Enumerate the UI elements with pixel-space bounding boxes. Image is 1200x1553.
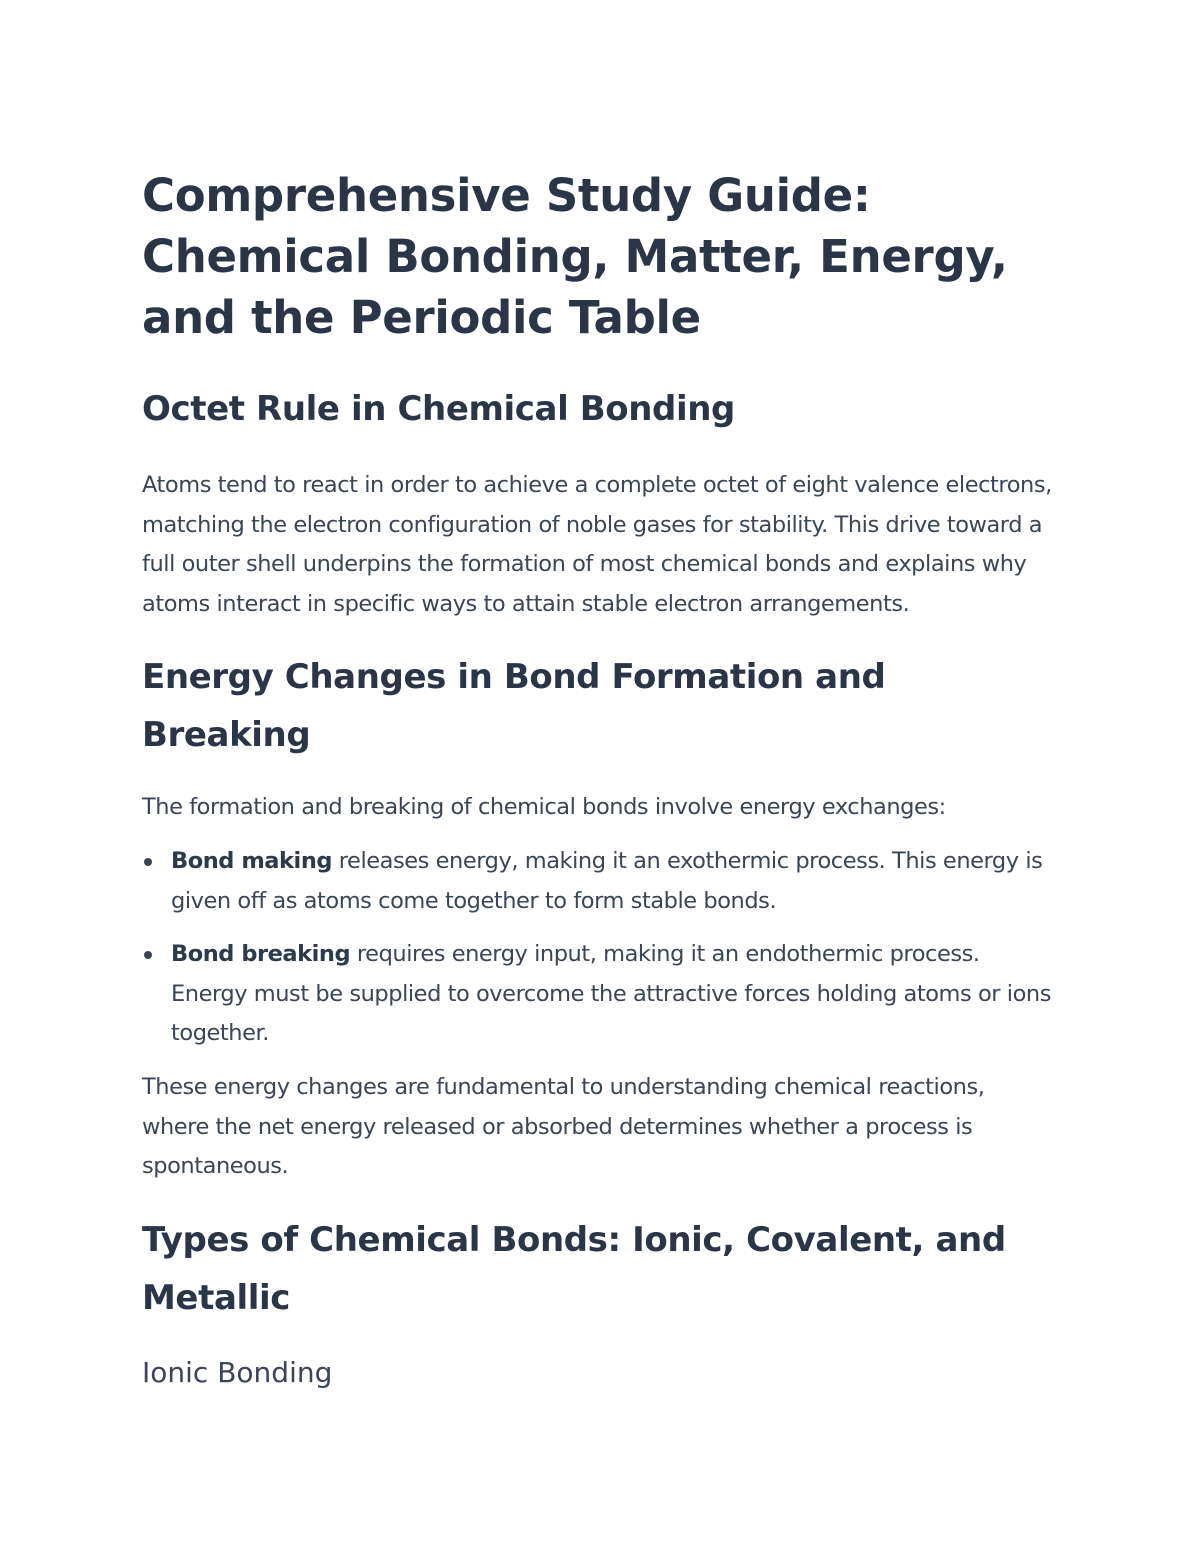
paragraph-octet-rule: Atoms tend to react in order to achieve a complete octet of eight valence electrons, matching the electron configuration of noble gases for stability. This drive toward a full outer shell underpins the formation of most chemical bonds and explains why atoms interact in specific ways to attain stable electron arrangements.: [142, 472, 1052, 617]
subheading-ionic-bonding: Ionic Bonding: [142, 1355, 333, 1389]
list-item-bond-breaking: [142, 935, 1057, 1054]
paragraph-energy-intro: The formation and breaking of chemical bonds involve energy exchanges:: [142, 794, 946, 821]
text-bond-making: releases energy, making it an exothermic process. This energy is given off as atoms come together to form stable bonds.: [171, 847, 1043, 914]
energy-bullet-list: [142, 842, 1057, 1054]
bullet-dot-icon: [144, 858, 152, 866]
document-title: Comprehensive Study Guide: Chemical Bonding, Matter, Energy, and the Periodic Table: [142, 169, 1008, 344]
term-bond-making: Bond making: [171, 847, 333, 874]
bullet-dot-icon: [144, 951, 152, 959]
paragraph-energy-outro: These energy changes are fundamental to understanding chemical reactions, where the net energy released or absorbed determines whether a process is spontaneous.: [142, 1073, 985, 1180]
heading-energy-changes: Energy Changes in Bond Formation and Breaking: [142, 657, 886, 756]
heading-bond-types: Types of Chemical Bonds: Ionic, Covalent, and Metallic: [142, 1219, 1006, 1318]
heading-octet-rule: Octet Rule in Chemical Bonding: [142, 389, 735, 429]
list-item-bond-making: [142, 842, 1057, 921]
text-bond-breaking: requires energy input, making it an endothermic process. Energy must be supplied to overcome the attractive forces holding atoms or ions together.: [171, 941, 1051, 1047]
term-bond-breaking: Bond breaking: [171, 941, 351, 968]
document-page: [142, 165, 1057, 1393]
